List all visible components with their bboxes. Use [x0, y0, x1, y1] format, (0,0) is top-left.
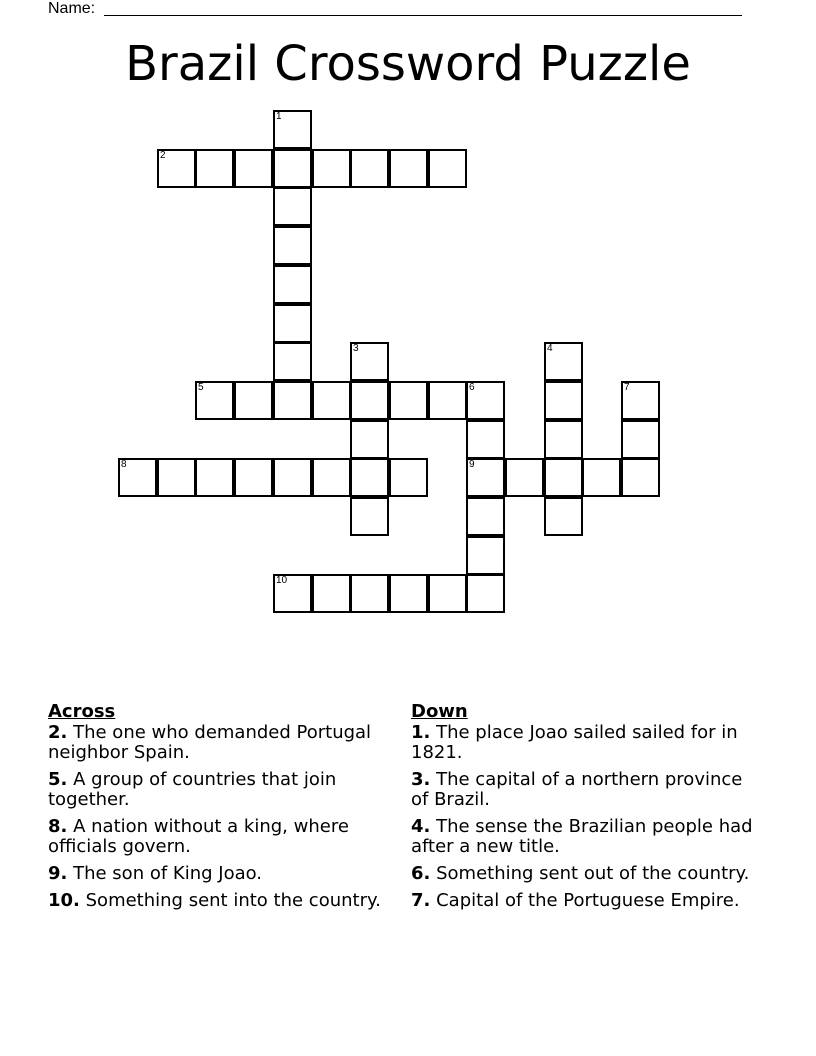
- grid-cell[interactable]: [273, 381, 312, 420]
- clue-text: A group of countries that join together.: [48, 769, 337, 810]
- grid-cell[interactable]: [273, 265, 312, 304]
- down-clues: [411, 702, 761, 918]
- clue-across: [48, 864, 400, 884]
- clue-text: The one who demanded Portugal neighbor Spain.: [48, 722, 372, 763]
- cell-number: 8: [121, 459, 127, 470]
- grid-cell[interactable]: [389, 149, 428, 188]
- clue-number: 3.: [411, 769, 431, 790]
- grid-cell[interactable]: [621, 420, 660, 459]
- name-label: Name:: [48, 0, 96, 17]
- grid-cell[interactable]: [389, 458, 428, 497]
- clue-text: The sense the Brazilian people had after a new title.: [411, 816, 753, 857]
- clue-across: [48, 770, 400, 810]
- grid-cell[interactable]: [195, 458, 234, 497]
- grid-cell[interactable]: [273, 458, 312, 497]
- cell-number: 4: [547, 343, 553, 354]
- grid-cell[interactable]: [428, 149, 467, 188]
- cell-number: 6: [469, 382, 475, 393]
- grid-cell[interactable]: [273, 342, 312, 381]
- grid-cell[interactable]: [350, 497, 389, 536]
- down-heading: Down: [411, 701, 468, 722]
- grid-cell[interactable]: [118, 458, 157, 497]
- grid-cell[interactable]: [621, 458, 660, 497]
- clue-text: Something sent into the country.: [85, 890, 381, 911]
- grid-cell[interactable]: [544, 342, 583, 381]
- grid-cell[interactable]: [466, 497, 505, 536]
- grid-cell[interactable]: [544, 381, 583, 420]
- clue-across: [48, 891, 400, 911]
- grid-cell[interactable]: [544, 458, 583, 497]
- grid-cell[interactable]: [350, 458, 389, 497]
- clue-down: [411, 723, 761, 763]
- grid-cell[interactable]: [234, 381, 273, 420]
- clue-number: 9.: [48, 863, 68, 884]
- grid-cell[interactable]: [273, 574, 312, 613]
- clue-text: Capital of the Portuguese Empire.: [436, 890, 740, 911]
- cell-number: 9: [469, 459, 475, 470]
- grid-cell[interactable]: [466, 458, 505, 497]
- grid-cell[interactable]: [273, 110, 312, 149]
- grid-cell[interactable]: [195, 149, 234, 188]
- grid-cell[interactable]: [157, 458, 196, 497]
- clue-across: [48, 723, 400, 763]
- grid-cell[interactable]: [466, 420, 505, 459]
- clue-number: 10.: [48, 890, 80, 911]
- grid-cell[interactable]: [312, 458, 351, 497]
- grid-cell[interactable]: [312, 574, 351, 613]
- grid-cell[interactable]: [234, 149, 273, 188]
- grid-cell[interactable]: [621, 381, 660, 420]
- page-title: Brazil Crossword Puzzle: [125, 36, 691, 92]
- grid-cell[interactable]: [428, 381, 467, 420]
- grid-cell[interactable]: [466, 381, 505, 420]
- cell-number: 7: [624, 382, 630, 393]
- clue-number: 1.: [411, 722, 431, 743]
- grid-cell[interactable]: [273, 226, 312, 265]
- grid-cell[interactable]: [544, 420, 583, 459]
- grid-cell[interactable]: [273, 149, 312, 188]
- clue-across: [48, 817, 400, 857]
- grid-cell[interactable]: [350, 342, 389, 381]
- cell-number: 3: [353, 343, 359, 354]
- grid-cell[interactable]: [273, 304, 312, 343]
- grid-cell[interactable]: [389, 574, 428, 613]
- clue-number: 6.: [411, 863, 431, 884]
- clue-number: 2.: [48, 722, 68, 743]
- grid-cell[interactable]: [466, 536, 505, 575]
- clue-text: Something sent out of the country.: [436, 863, 750, 884]
- grid-cell[interactable]: [312, 149, 351, 188]
- across-clues: [48, 702, 400, 918]
- grid-cell[interactable]: [350, 149, 389, 188]
- grid-cell[interactable]: [505, 458, 544, 497]
- cell-number: 5: [198, 382, 204, 393]
- grid-cell[interactable]: [582, 458, 621, 497]
- cell-number: 1: [276, 111, 282, 122]
- clue-down: [411, 770, 761, 810]
- grid-cell[interactable]: [350, 574, 389, 613]
- grid-cell[interactable]: [428, 574, 467, 613]
- clue-down: [411, 891, 761, 911]
- grid-cell[interactable]: [157, 149, 196, 188]
- clue-text: The place Joao sailed sailed for in 1821.: [411, 722, 738, 763]
- cell-number: 2: [160, 150, 166, 161]
- clue-text: The son of King Joao.: [73, 863, 263, 884]
- grid-cell[interactable]: [389, 381, 428, 420]
- clue-text: The capital of a northern province of Brazil.: [411, 769, 743, 810]
- clue-number: 7.: [411, 890, 431, 911]
- grid-cell[interactable]: [195, 381, 234, 420]
- grid-cell[interactable]: [466, 574, 505, 613]
- clue-number: 4.: [411, 816, 431, 837]
- clue-number: 5.: [48, 769, 68, 790]
- grid-cell[interactable]: [544, 497, 583, 536]
- grid-cell[interactable]: [350, 381, 389, 420]
- clue-down: [411, 864, 761, 884]
- clue-down: [411, 817, 761, 857]
- cell-number: 10: [276, 575, 288, 586]
- grid-cell[interactable]: [350, 420, 389, 459]
- grid-cell[interactable]: [312, 381, 351, 420]
- grid-cell[interactable]: [273, 187, 312, 226]
- grid-cell[interactable]: [234, 458, 273, 497]
- across-heading: Across: [48, 701, 116, 722]
- clue-number: 8.: [48, 816, 68, 837]
- clue-text: A nation without a king, where officials govern.: [48, 816, 349, 857]
